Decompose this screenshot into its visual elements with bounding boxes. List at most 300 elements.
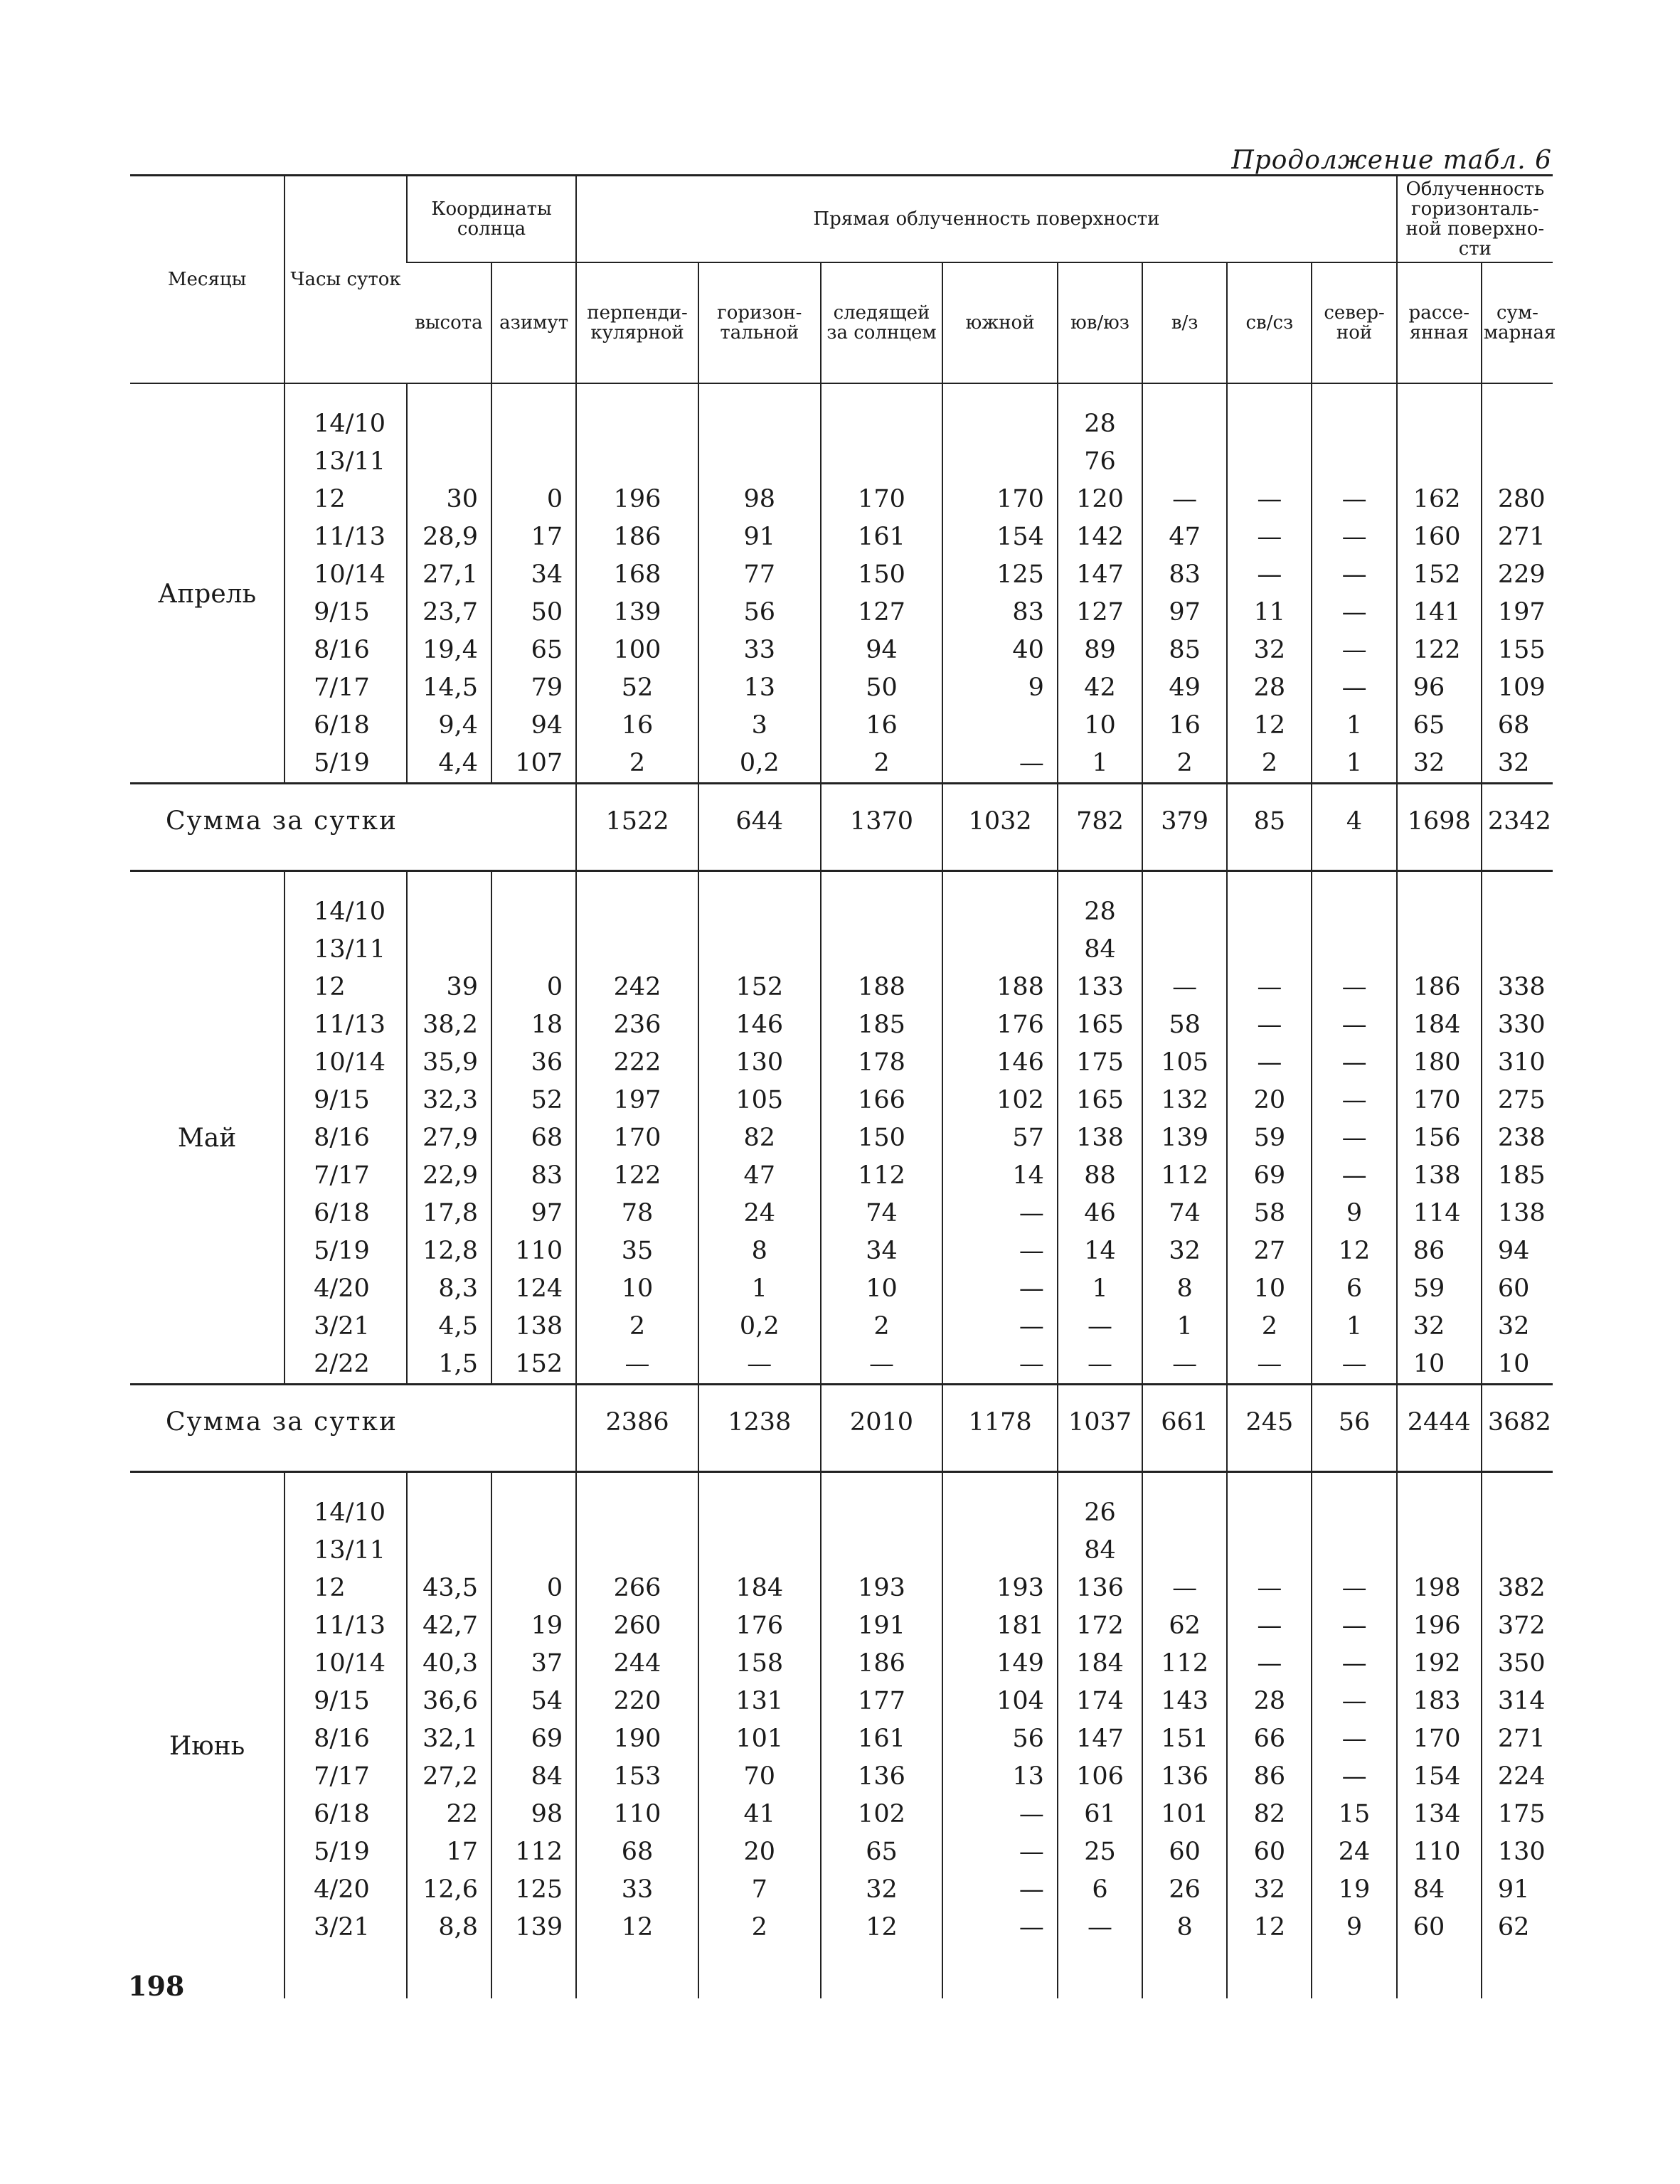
table-cell: 4/20 <box>285 1871 407 1909</box>
table-cell: 61 <box>1058 1796 1142 1833</box>
header-north: север-ной <box>1312 262 1396 383</box>
table-cell <box>1482 443 1553 481</box>
table-cell: 6 <box>1058 1871 1142 1909</box>
table-row <box>130 1720 1553 1758</box>
daily-sum-label: Сумма за сутки <box>130 784 576 871</box>
table-cell <box>821 443 943 481</box>
table-cell: 112 <box>821 1157 943 1195</box>
table-cell: 196 <box>1397 1607 1482 1645</box>
table-cell: 132 <box>1142 1082 1227 1119</box>
table-cell: 1 <box>1312 707 1396 745</box>
table-cell: 141 <box>1397 594 1482 632</box>
table-cell: 10 <box>1058 707 1142 745</box>
table-cell: 17 <box>407 1833 491 1871</box>
table-cell <box>942 871 1058 932</box>
month-name: Апрель <box>158 579 257 609</box>
table-cell <box>821 931 943 969</box>
table-cell: 94 <box>1482 1232 1553 1270</box>
table-cell: 12,8 <box>407 1232 491 1270</box>
table-cell: 10/14 <box>285 1044 407 1082</box>
table-cell: 32 <box>1227 632 1312 669</box>
table-cell: 9 <box>1312 1195 1396 1232</box>
table-cell: 14/10 <box>285 383 407 443</box>
table-cell: 7/17 <box>285 669 407 707</box>
table-row <box>130 1346 1553 1385</box>
table-cell: 96 <box>1397 669 1482 707</box>
table-cell: 184 <box>1058 1645 1142 1683</box>
table-cell: 5/19 <box>285 1833 407 1871</box>
table-cell: 330 <box>1482 1006 1553 1044</box>
table-cell: 13/11 <box>285 1532 407 1570</box>
daily-sum-cell: 2444 <box>1397 1385 1482 1472</box>
header-horizontal-irradiance: Облученность горизонталь-ной поверхно-сти <box>1397 176 1553 263</box>
table-cell: 130 <box>1482 1833 1553 1871</box>
table-cell: 9 <box>942 669 1058 707</box>
table-cell: 146 <box>942 1044 1058 1082</box>
table-row <box>130 1833 1553 1871</box>
table-cell: 74 <box>821 1195 943 1232</box>
table-cell: — <box>1142 1346 1227 1385</box>
header-total: сум-марная <box>1482 262 1553 383</box>
table-cell: 20 <box>698 1833 821 1871</box>
table-cell: 131 <box>698 1683 821 1720</box>
table-cell: 60 <box>1227 1833 1312 1871</box>
table-cell: 86 <box>1397 1232 1482 1270</box>
table-cell: 97 <box>491 1195 576 1232</box>
table-cell: 176 <box>942 1006 1058 1044</box>
month-block <box>130 1472 1553 1999</box>
table-cell: — <box>942 1195 1058 1232</box>
daily-sum-cell: 661 <box>1142 1385 1227 1472</box>
table-cell: 33 <box>698 632 821 669</box>
table-cell: 22 <box>407 1796 491 1833</box>
table-cell: 30 <box>407 481 491 518</box>
table-cell: 86 <box>1227 1758 1312 1796</box>
table-cell: 4,5 <box>407 1308 491 1346</box>
table-cell: 101 <box>1142 1796 1227 1833</box>
table-cell: 156 <box>1397 1119 1482 1157</box>
table-cell: — <box>1058 1909 1142 1998</box>
table-cell: 8/16 <box>285 1119 407 1157</box>
table-row <box>130 1119 1553 1157</box>
table-cell <box>1227 931 1312 969</box>
table-cell: — <box>1312 1346 1396 1385</box>
table-cell <box>942 1532 1058 1570</box>
table-continuation-caption: Продолжение табл. 6 <box>1231 146 1552 175</box>
table-cell <box>1397 931 1482 969</box>
table-cell: 12 <box>576 1909 698 1998</box>
table-cell <box>942 383 1058 443</box>
page-number: 198 <box>128 1970 185 2002</box>
table-cell: — <box>1312 1082 1396 1119</box>
table-cell: 110 <box>576 1796 698 1833</box>
table-row <box>130 931 1553 969</box>
table-cell: 0 <box>491 1570 576 1607</box>
table-row <box>130 1308 1553 1346</box>
month-name: Май <box>177 1124 237 1153</box>
header-direct-irradiance: Прямая облученность поверхности <box>576 176 1396 263</box>
table-cell: 12,6 <box>407 1871 491 1909</box>
table-cell: 6/18 <box>285 1796 407 1833</box>
table-cell: — <box>1312 632 1396 669</box>
table-cell: 10 <box>1482 1346 1553 1385</box>
table-cell: 84 <box>1058 931 1142 969</box>
table-cell: 5/19 <box>285 745 407 784</box>
table-cell: — <box>576 1346 698 1385</box>
table-cell: 66 <box>1227 1720 1312 1758</box>
table-cell: — <box>942 1909 1058 1998</box>
table-cell: 101 <box>698 1720 821 1758</box>
table-cell: 188 <box>942 969 1058 1006</box>
table-cell: 13 <box>698 669 821 707</box>
table-cell: 197 <box>1482 594 1553 632</box>
table-cell: 68 <box>1482 707 1553 745</box>
table-cell: 91 <box>1482 1871 1553 1909</box>
daily-sum-cell: 85 <box>1227 784 1312 871</box>
table-cell: 20 <box>1227 1082 1312 1119</box>
table-cell: 17,8 <box>407 1195 491 1232</box>
daily-sum-cell: 1238 <box>698 1385 821 1472</box>
table-cell <box>576 931 698 969</box>
table-cell: 58 <box>1227 1195 1312 1232</box>
table-cell: 2 <box>821 745 943 784</box>
table-cell: 50 <box>821 669 943 707</box>
table-cell <box>942 443 1058 481</box>
table-cell: 62 <box>1482 1909 1553 1998</box>
table-cell: 28 <box>1227 669 1312 707</box>
table-cell <box>942 1472 1058 1533</box>
table-cell: 170 <box>1397 1082 1482 1119</box>
table-cell: 170 <box>942 481 1058 518</box>
header-horizontal: горизон-тальной <box>698 262 821 383</box>
table-cell <box>1397 1472 1482 1533</box>
table-cell: 275 <box>1482 1082 1553 1119</box>
daily-sum-cell: 644 <box>698 784 821 871</box>
table-cell: 69 <box>491 1720 576 1758</box>
table-cell: 127 <box>1058 594 1142 632</box>
table-cell: 14/10 <box>285 871 407 932</box>
table-cell: 35 <box>576 1232 698 1270</box>
table-cell: 176 <box>698 1607 821 1645</box>
table-cell <box>1312 443 1396 481</box>
table-cell: — <box>1227 969 1312 1006</box>
table-cell: 13/11 <box>285 931 407 969</box>
table-cell <box>407 1532 491 1570</box>
table-cell: 0,2 <box>698 745 821 784</box>
table-cell: 89 <box>1058 632 1142 669</box>
table-cell <box>1227 871 1312 932</box>
table-cell: 260 <box>576 1607 698 1645</box>
irradiance-table <box>130 174 1556 1998</box>
table-cell: — <box>1312 1720 1396 1758</box>
table-cell: — <box>1312 669 1396 707</box>
table-cell: 106 <box>1058 1758 1142 1796</box>
table-cell: 52 <box>576 669 698 707</box>
table-cell: 124 <box>491 1270 576 1308</box>
table-cell: 186 <box>1397 969 1482 1006</box>
table-cell: — <box>1312 556 1396 594</box>
table-cell <box>576 1532 698 1570</box>
table-cell <box>1142 1472 1227 1533</box>
table-cell: 188 <box>821 969 943 1006</box>
table-cell: 104 <box>942 1683 1058 1720</box>
table-cell: 147 <box>1058 556 1142 594</box>
table-row <box>130 1472 1553 1533</box>
header-diffuse: рассе-янная <box>1397 262 1482 383</box>
daily-sum-cell: 1522 <box>576 784 698 871</box>
table-cell: 198 <box>1397 1570 1482 1607</box>
table-header <box>130 176 1556 384</box>
table-cell: 9 <box>1312 1909 1396 1998</box>
daily-sum-cell: 2386 <box>576 1385 698 1472</box>
daily-sum-cell: 2342 <box>1482 784 1553 871</box>
table-cell: 172 <box>1058 1607 1142 1645</box>
table-cell: 310 <box>1482 1044 1553 1082</box>
table-cell: 114 <box>1397 1195 1482 1232</box>
table-cell: — <box>1227 518 1312 556</box>
table-cell: 77 <box>698 556 821 594</box>
daily-sum-label: Сумма за сутки <box>130 1385 576 1472</box>
table-cell: 65 <box>821 1833 943 1871</box>
table-cell: 14 <box>1058 1232 1142 1270</box>
table-cell: 10 <box>1397 1346 1482 1385</box>
table-cell: 14,5 <box>407 669 491 707</box>
table-cell: 6 <box>1312 1270 1396 1308</box>
table-cell: 2/22 <box>285 1346 407 1385</box>
table-cell: 2 <box>821 1308 943 1346</box>
table-cell: 10/14 <box>285 1645 407 1683</box>
table-cell: 110 <box>491 1232 576 1270</box>
table-cell <box>1482 1532 1553 1570</box>
table-cell: 142 <box>1058 518 1142 556</box>
table-cell: 94 <box>821 632 943 669</box>
table-cell <box>1397 383 1482 443</box>
table-cell: 190 <box>576 1720 698 1758</box>
table-cell: 46 <box>1058 1195 1142 1232</box>
table-cell: 193 <box>821 1570 943 1607</box>
table-cell <box>1482 383 1553 443</box>
table-cell: 146 <box>698 1006 821 1044</box>
table-cell: 28 <box>1058 871 1142 932</box>
table-row <box>130 1006 1553 1044</box>
table-cell: 52 <box>491 1082 576 1119</box>
table-cell: 191 <box>821 1607 943 1645</box>
table-cell: — <box>1312 1006 1396 1044</box>
table-cell: 26 <box>1058 1472 1142 1533</box>
table-cell: 112 <box>1142 1645 1227 1683</box>
table-cell: — <box>1312 1683 1396 1720</box>
table-cell: 1 <box>1058 1270 1142 1308</box>
table-cell: 105 <box>1142 1044 1227 1082</box>
table-cell: 82 <box>698 1119 821 1157</box>
header-hours: Часы суток <box>285 176 407 384</box>
table-cell: 56 <box>942 1720 1058 1758</box>
table-cell: — <box>1312 1645 1396 1683</box>
table-cell: 60 <box>1482 1270 1553 1308</box>
table-cell: 152 <box>491 1346 576 1385</box>
table-row <box>130 1044 1553 1082</box>
table-cell: 1 <box>1058 745 1142 784</box>
table-cell: 60 <box>1142 1833 1227 1871</box>
table-cell: 12 <box>1312 1232 1396 1270</box>
table-cell: 34 <box>821 1232 943 1270</box>
table-cell: 3/21 <box>285 1909 407 1998</box>
header-azimuth: азимут <box>491 262 576 383</box>
table-cell: 152 <box>1397 556 1482 594</box>
table-cell: 11/13 <box>285 518 407 556</box>
table-cell: 8/16 <box>285 1720 407 1758</box>
table-cell: 12 <box>1227 1909 1312 1998</box>
header-sun-coords: Координаты солнца <box>407 176 576 263</box>
table-cell: 177 <box>821 1683 943 1720</box>
table-cell: 184 <box>1397 1006 1482 1044</box>
table-cell: 105 <box>698 1082 821 1119</box>
table-cell: 7/17 <box>285 1758 407 1796</box>
table-cell: 88 <box>1058 1157 1142 1195</box>
table-cell: 43,5 <box>407 1570 491 1607</box>
table-cell: 102 <box>942 1082 1058 1119</box>
table-cell: 8/16 <box>285 632 407 669</box>
table-cell <box>1397 443 1482 481</box>
table-cell: 138 <box>1482 1195 1553 1232</box>
table-cell: 4,4 <box>407 745 491 784</box>
table-cell: — <box>1312 1157 1396 1195</box>
table-cell <box>491 1532 576 1570</box>
table-cell: 12 <box>821 1909 943 1998</box>
table-cell: 136 <box>1058 1570 1142 1607</box>
table-cell: 14/10 <box>285 1472 407 1533</box>
table-cell: 60 <box>1397 1909 1482 1998</box>
table-row <box>130 518 1553 556</box>
table-cell: 102 <box>821 1796 943 1833</box>
table-cell: 150 <box>821 556 943 594</box>
table-cell: 42,7 <box>407 1607 491 1645</box>
table-cell: — <box>1312 1119 1396 1157</box>
table-cell: 27,9 <box>407 1119 491 1157</box>
table-cell: — <box>1058 1308 1142 1346</box>
table-cell: 9/15 <box>285 1683 407 1720</box>
daily-sum-cell: 1037 <box>1058 1385 1142 1472</box>
table-cell: 11/13 <box>285 1006 407 1044</box>
table-cell: 82 <box>1227 1796 1312 1833</box>
daily-sum-cell: 4 <box>1312 784 1396 871</box>
table-cell: 14 <box>942 1157 1058 1195</box>
table-row <box>130 669 1553 707</box>
table-cell: 147 <box>1058 1720 1142 1758</box>
table-cell: — <box>1227 1346 1312 1385</box>
table-cell: 32 <box>1397 745 1482 784</box>
table-cell <box>576 871 698 932</box>
table-cell: 138 <box>1397 1157 1482 1195</box>
table-cell: 184 <box>698 1570 821 1607</box>
table-cell: — <box>942 1308 1058 1346</box>
table-cell: 165 <box>1058 1006 1142 1044</box>
table-cell: 94 <box>491 707 576 745</box>
table-cell: 19 <box>1312 1871 1396 1909</box>
table-cell <box>698 931 821 969</box>
table-cell: 32 <box>821 1871 943 1909</box>
table-cell: — <box>1312 1570 1396 1607</box>
table-cell: 193 <box>942 1570 1058 1607</box>
table-cell: 32 <box>1142 1232 1227 1270</box>
table-cell: 28,9 <box>407 518 491 556</box>
table-cell: 24 <box>698 1195 821 1232</box>
table-cell: — <box>1312 1044 1396 1082</box>
header-south: южной <box>942 262 1058 383</box>
table-cell: 11/13 <box>285 1607 407 1645</box>
table-cell: 338 <box>1482 969 1553 1006</box>
table-cell: 9/15 <box>285 594 407 632</box>
table-cell: 266 <box>576 1570 698 1607</box>
table-cell: 12 <box>285 481 407 518</box>
table-cell: 175 <box>1482 1796 1553 1833</box>
table-cell: 36 <box>491 1044 576 1082</box>
table-cell: 8,3 <box>407 1270 491 1308</box>
table-cell: 28 <box>1227 1683 1312 1720</box>
table-cell <box>491 443 576 481</box>
table-cell: 33 <box>576 1871 698 1909</box>
table-cell: 125 <box>942 556 1058 594</box>
table-cell <box>698 443 821 481</box>
table-cell: 2 <box>576 745 698 784</box>
table-cell: 65 <box>491 632 576 669</box>
table-cell: 42 <box>1058 669 1142 707</box>
table-cell: 27,2 <box>407 1758 491 1796</box>
table-cell: 13/11 <box>285 443 407 481</box>
table-cell: 127 <box>821 594 943 632</box>
table-cell <box>1312 1532 1396 1570</box>
table-cell: 197 <box>576 1082 698 1119</box>
table-cell: 161 <box>821 1720 943 1758</box>
table-cell: — <box>1227 1044 1312 1082</box>
table-cell: 2 <box>1142 745 1227 784</box>
table-cell: 125 <box>491 1871 576 1909</box>
table-cell: 39 <box>407 969 491 1006</box>
table-row <box>130 1570 1553 1607</box>
table-cell: 65 <box>1397 707 1482 745</box>
table-cell: 84 <box>1397 1871 1482 1909</box>
table-cell: 54 <box>491 1683 576 1720</box>
table-cell: 18 <box>491 1006 576 1044</box>
table-cell <box>698 871 821 932</box>
table-cell: 97 <box>1142 594 1227 632</box>
table-cell: 149 <box>942 1645 1058 1683</box>
table-cell: 154 <box>1397 1758 1482 1796</box>
daily-sum-row <box>130 1385 1553 1472</box>
table-cell <box>491 871 576 932</box>
table-cell <box>942 931 1058 969</box>
daily-sum-cell: 1032 <box>942 784 1058 871</box>
table-cell: 19,4 <box>407 632 491 669</box>
table-cell: 57 <box>942 1119 1058 1157</box>
table-cell: 83 <box>491 1157 576 1195</box>
table-cell: 47 <box>698 1157 821 1195</box>
table-cell: 162 <box>1397 481 1482 518</box>
table-cell: 170 <box>576 1119 698 1157</box>
table-row <box>130 1232 1553 1270</box>
table-cell: 50 <box>491 594 576 632</box>
table-row <box>130 443 1553 481</box>
table-cell <box>1312 383 1396 443</box>
table-cell: 0,2 <box>698 1308 821 1346</box>
table-cell: 150 <box>821 1119 943 1157</box>
table-cell: 244 <box>576 1645 698 1683</box>
table-cell <box>821 1472 943 1533</box>
table-cell: 242 <box>576 969 698 1006</box>
table-cell <box>407 383 491 443</box>
table-cell: 16 <box>576 707 698 745</box>
table-cell: 186 <box>821 1645 943 1683</box>
